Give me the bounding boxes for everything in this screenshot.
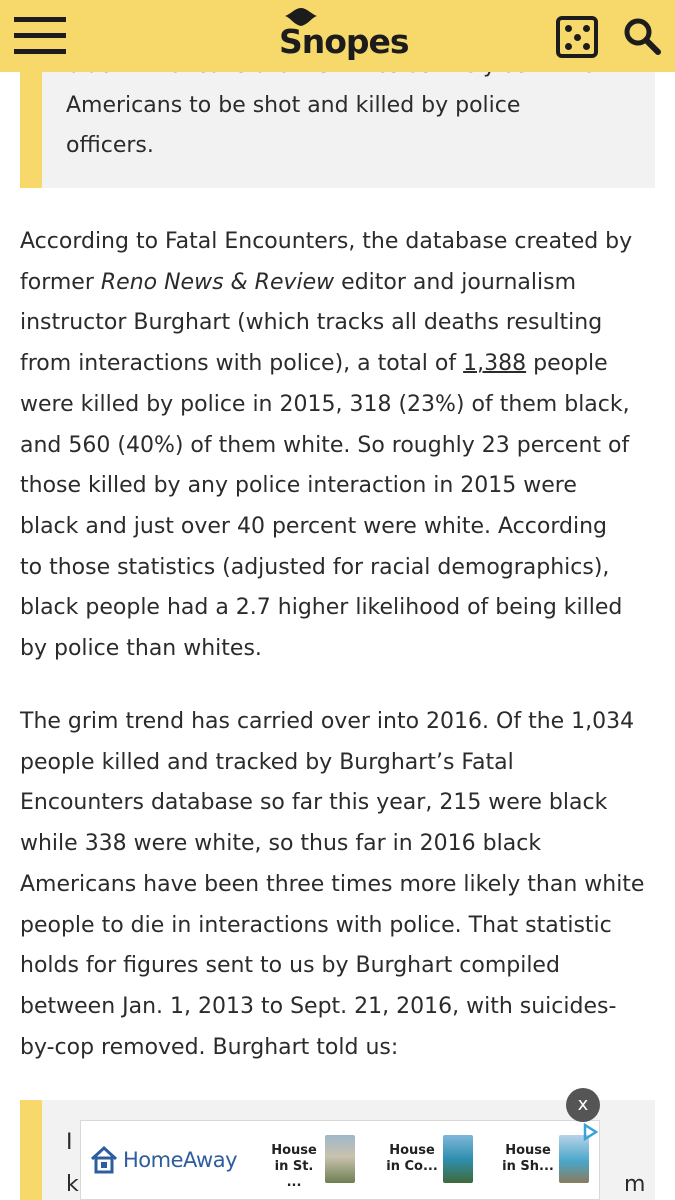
ad-listing[interactable] [501,1143,611,1183]
article-paragraph-2 [20,702,660,1068]
quote-text [66,86,646,166]
paragraph-line: and 560 (40%) of them white. So roughly 23 percent of [20,432,630,458]
article-paragraph-1 [20,222,660,670]
label-line: in Sh... [502,1159,554,1174]
text-segment: editor and journalism [334,269,576,295]
text-segment: former [20,269,101,295]
ad-listing-label [385,1143,439,1175]
paragraph-line: Encounters database so far this year, 215 were black [20,790,608,816]
ad-listing-label [501,1143,555,1175]
paragraph-line: by police than whites. [20,636,262,662]
ad-brand-text: HomeAway [123,1148,238,1172]
paragraph-line: people killed and tracked by Burghart’s Fatal [20,749,514,775]
text-segment: from interactions with police), a total of [20,351,464,377]
ad-close-button[interactable]: x [566,1088,600,1122]
ad-listing[interactable] [267,1143,377,1190]
paragraph-line: instructor Burghart (which tracks all deaths resulting [20,310,603,336]
quote-line: Americans to be shot and killed by police [66,93,521,118]
dice-icon[interactable] [556,16,598,58]
listing-thumbnail [443,1135,473,1183]
paragraph-line: were killed by police in 2015, 318 (23%) of them black, [20,391,630,417]
quote-peek-text: m [624,1172,646,1197]
paragraph-line: to those statistics (adjusted for racial demographics), [20,554,610,580]
paragraph-line: those killed by any police interaction in 2015 were [20,473,577,499]
paragraph-line: people to die in interactions with police. That statistic [20,912,612,938]
label-line: in St. ... [274,1159,314,1190]
label-line: House [389,1143,435,1158]
paragraph-line [20,344,660,385]
label-line: House [271,1143,317,1158]
hamburger-menu-icon[interactable] [14,17,66,57]
quote-line: officers. [66,133,154,158]
ad-listing[interactable] [385,1143,495,1183]
house-icon [89,1145,119,1175]
quote-peek-text: k [66,1172,79,1197]
adchoices-icon[interactable] [581,1123,599,1141]
ad-listing-label [267,1143,321,1191]
paragraph-line: while 338 were white, so thus far in 2016 black [20,831,542,857]
paragraph-line: Americans have been three times more likely than white [20,871,645,897]
logo-text: Snopes [279,22,409,61]
paragraph-line: between Jan. 1, 2013 to Sept. 21, 2016, with suicides- [20,993,617,1019]
label-line: in Co... [386,1159,438,1174]
paragraph-line: by-cop removed. Burghart told us: [20,1034,399,1060]
publication-name: Reno News & Review [100,269,335,295]
site-header [0,0,675,72]
snopes-logo[interactable] [279,6,409,66]
quote-peek-text: I [66,1130,73,1155]
search-icon[interactable] [622,16,662,56]
paragraph-line: black people had a 2.7 higher likelihood of being killed [20,595,623,621]
label-line: House [505,1143,551,1158]
ad-banner[interactable] [80,1120,600,1200]
listing-thumbnail [559,1135,589,1183]
paragraph-line: holds for figures sent to us by Burghart compiled [20,953,560,979]
text-segment: people [526,351,608,377]
paragraph-line: The grim trend has carried over into 2016. Of the 1,034 [20,709,635,734]
listing-thumbnail [325,1135,355,1183]
paragraph-line [20,263,660,304]
paragraph-line: According to Fatal Encounters, the database created by [20,229,633,254]
paragraph-line: black and just over 40 percent were white. According [20,513,607,539]
source-link[interactable]: 1,388 [463,351,527,377]
